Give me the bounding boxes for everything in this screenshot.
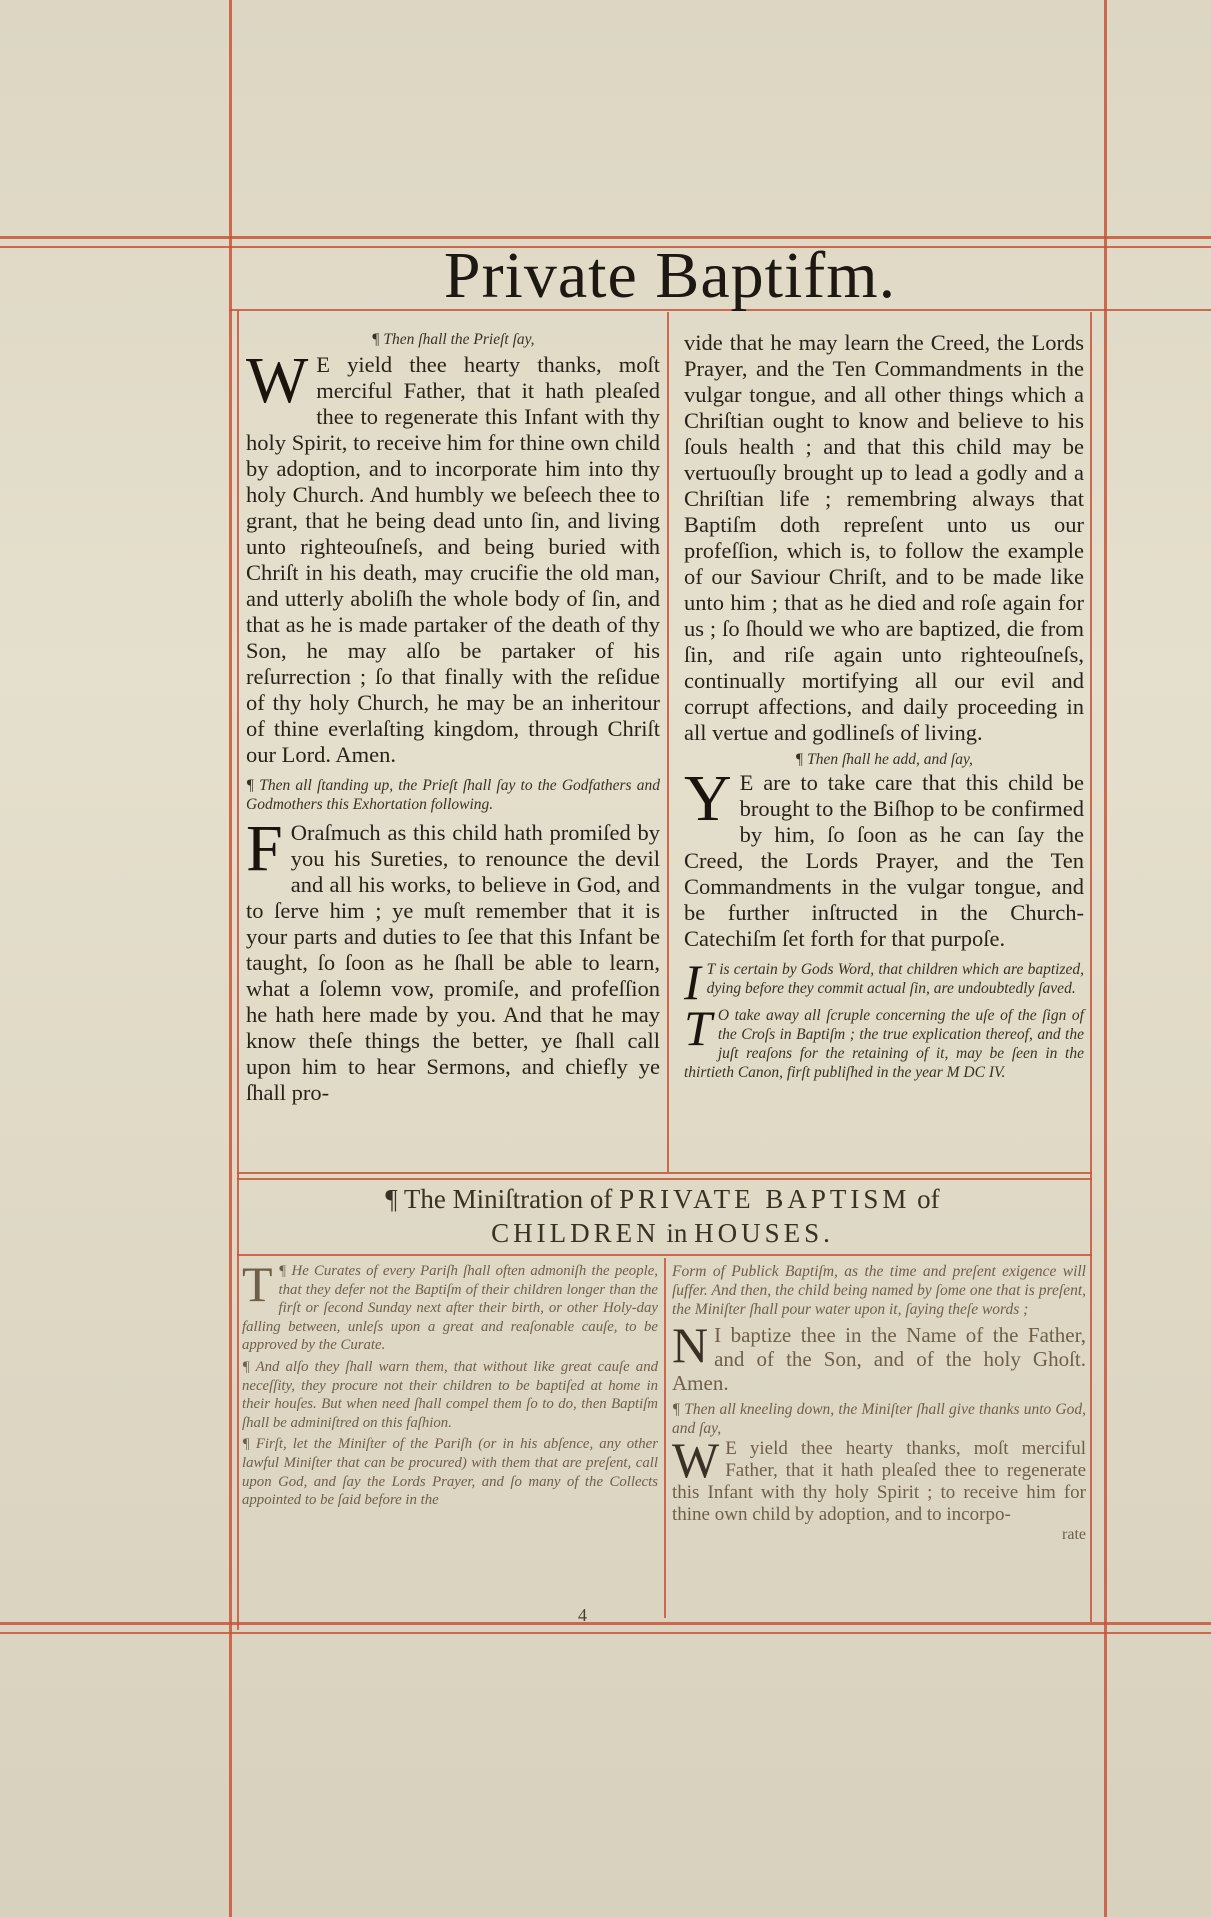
confirmation-text: E are to take care that this child be brought to the Biſhop to be confirmed by him, ſo ſoon as he can ſay the Creed, the Lords Prayer, and the Ten Commandments in the vulgar tongue, and be further inſtructed in the Church-Catechiſm ſet forth for that purpoſe. [684, 770, 1084, 951]
rule-left-inner [237, 310, 239, 1630]
exhortation-continued: vide that he may learn the Creed, the Lords Prayer, and the Ten Commandments in the vulgar tongue, and all other things which a Chriſtian ought to know and believe to his ſouls health ; and that this child may be vertuouſly brought up to lead a godly and a Chriſtian life ; remembring always that Baptiſm doth repreſent unto us our profeſſion, which is, to follow the example of our Saviour Chriſt, and to be made like unto him ; that as he died and roſe again for us ; ſo ſhould we who are baptized, die from ſin, and riſe again unto righteouſneſs, continually mortifying all our evil and corrupt affections, and daily proceeding in all vertue and godlineſs of living. [684, 330, 1084, 745]
heading-part: of [917, 1184, 940, 1214]
ministration-heading-line2 [235, 1216, 1090, 1250]
right-column [684, 330, 1084, 1082]
ministration-heading-line1 [235, 1182, 1090, 1216]
dropcap-w2: W [672, 1432, 720, 1488]
heading-part: HOUSES. [694, 1218, 834, 1248]
ministration-heading [235, 1182, 1090, 1250]
exhortation-text: Oraſmuch as this child hath promiſed by you his Sureties, to renounce the devil and all his works, to believe in God, and to ſerve him ; ye muſt remember that it is your parts and duties to ſee that this Infant be taught, ſo ſoon as he ſhall be able to learn, what a ſolemn vow, promiſe, and profeſſion he hath here made by you. And that he may know theſe things the better, ye ſhall call upon him to hear Sermons, and chiefly ye ſhall pro- [246, 820, 660, 1105]
dropcap-i: I [684, 954, 701, 1010]
rule-right-inner [1090, 312, 1092, 1622]
dropcap-n: N [672, 1317, 709, 1373]
rubric-priest-say: ¶ Then ſhall the Prieſt ſay, [371, 331, 535, 348]
baptism-formula-text: I baptize thee in the Name of the Father, and of the Son, and of the holy Ghoſt. Amen. [672, 1323, 1086, 1395]
rule-center-lower [664, 1258, 666, 1618]
rubric-first: ¶ Firſt, let the Miniſter of the Pariſh (or in his abſence, any other lawful Miniſter that can be procured) with them that are preſent, call upon God, and ſay the Lords Prayer, and ſo many of the Collects appointed to be ſaid before in the [242, 1436, 658, 1509]
note-salvation [684, 954, 1084, 1010]
heading-part: CHILDREN [491, 1218, 660, 1248]
thanksgiving-2 [672, 1432, 1086, 1526]
rubric-add-say: ¶ Then ſhall he add, and ſay, [795, 751, 973, 768]
dropcap-t: T [684, 1000, 712, 1056]
thanksgiving-text: E yield thee hearty thanks, moſt merciful Father, that it hath pleaſed thee to regenerate this Infant with thy holy Spirit, to receive him for thine own child by adoption, and to incorporate him into thy holy Church. And humbly we beſeech thee to grant, that he being dead unto ſin, and living unto righteouſneſs, and being buried with Chriſt in his death, may crucifie the old man, and utterly aboliſh the whole body of ſin, and that as he is made partaker of the death of thy Son, he may alſo be partaker of his reſurrection ; ſo that finally with the reſidue of thy holy Church, he may be an inheritour of thine everlaſting kingdom, through Chriſt our Lord. Amen. [246, 352, 660, 767]
confirmation-charge [684, 762, 1084, 952]
rule-bottom-2 [0, 1632, 1211, 1634]
heading-part: ¶ The Miniſtration of [385, 1184, 613, 1214]
page-number: 4 [578, 1605, 587, 1625]
rubric-curates-text: ¶ He Curates of every Pariſh ſhall often admoniſh the people, that they defer not the Baptiſm of their children longer than the firſt or ſecond Sunday next after their birth, or other Holy-day falling between, unleſs upon a great and reaſonable cauſe, to be approved by the Curate. [242, 1263, 658, 1354]
rule-section-2 [237, 1178, 1092, 1180]
rule-center [667, 312, 669, 1172]
rubric-curates [242, 1256, 658, 1355]
catchword: rate [1062, 1526, 1086, 1543]
rubric-warn: ¶ And alſo they ſhall warn them, that without like great cauſe and neceſſity, they procure not their children to be baptiſed at home in their houſes. But when need ſhall compel them ſo to do, then Baptiſm ſhall be adminiſtred on this faſhion. [242, 1358, 658, 1431]
baptism-formula [672, 1317, 1086, 1395]
rule-section-1 [237, 1172, 1092, 1174]
note-cross [684, 1000, 1084, 1082]
rubric-form: Form of Publick Baptiſm, as the time and preſent exigence will ſuffer. And then, the child being named by ſome one that is preſent, the Miniſter ſhall pour water upon it, ſaying theſe words ; [672, 1263, 1086, 1318]
rule-left-outer [229, 0, 232, 1917]
heading-part: PRIVATE BAPTISM [619, 1184, 911, 1214]
dropcap-y: Y [684, 762, 732, 835]
dropcap-t-faded: T [242, 1256, 273, 1312]
rubric-kneeling: ¶ Then all kneeling down, the Miniſter ſhall give thanks unto God, and ſay, [672, 1401, 1086, 1437]
thanksgiving-prayer [246, 344, 660, 768]
ministration-right [672, 1262, 1086, 1544]
left-column [246, 330, 660, 1106]
note-cross-text: O take away all ſcruple concerning the uſe of the ſign of the Croſs in Baptiſm ; the true explication thereof, and the juſt reaſons for the retaining of it, may be ſeen in the thirtieth Canon, firſt publiſhed in the year M DC IV. [684, 1007, 1084, 1081]
page-title: Private Baptifm. [443, 239, 897, 312]
rule-bottom-1 [0, 1622, 1211, 1625]
rubric-exhortation: ¶ Then all ſtanding up, the Prieſt ſhall ſay to the Godfathers and Godmothers this Exhortation following. [246, 777, 660, 813]
note-salvation-text: T is certain by Gods Word, that children which are baptized, dying before they commit actual ſin, are undoubtedly ſaved. [706, 961, 1084, 997]
heading-part: in [666, 1218, 688, 1248]
ministration-left [242, 1256, 658, 1510]
dropcap-w: W [246, 344, 309, 417]
rule-section-3 [237, 1254, 1092, 1256]
thanksgiving-2-text: E yield thee hearty thanks, moſt merciful Father, that it hath pleaſed thee to regenerate this Infant with thy holy Spirit ; to receive him for thine own child by adoption, and to incorpo- [672, 1438, 1086, 1525]
exhortation [246, 812, 660, 1106]
dropcap-f: F [246, 812, 283, 885]
